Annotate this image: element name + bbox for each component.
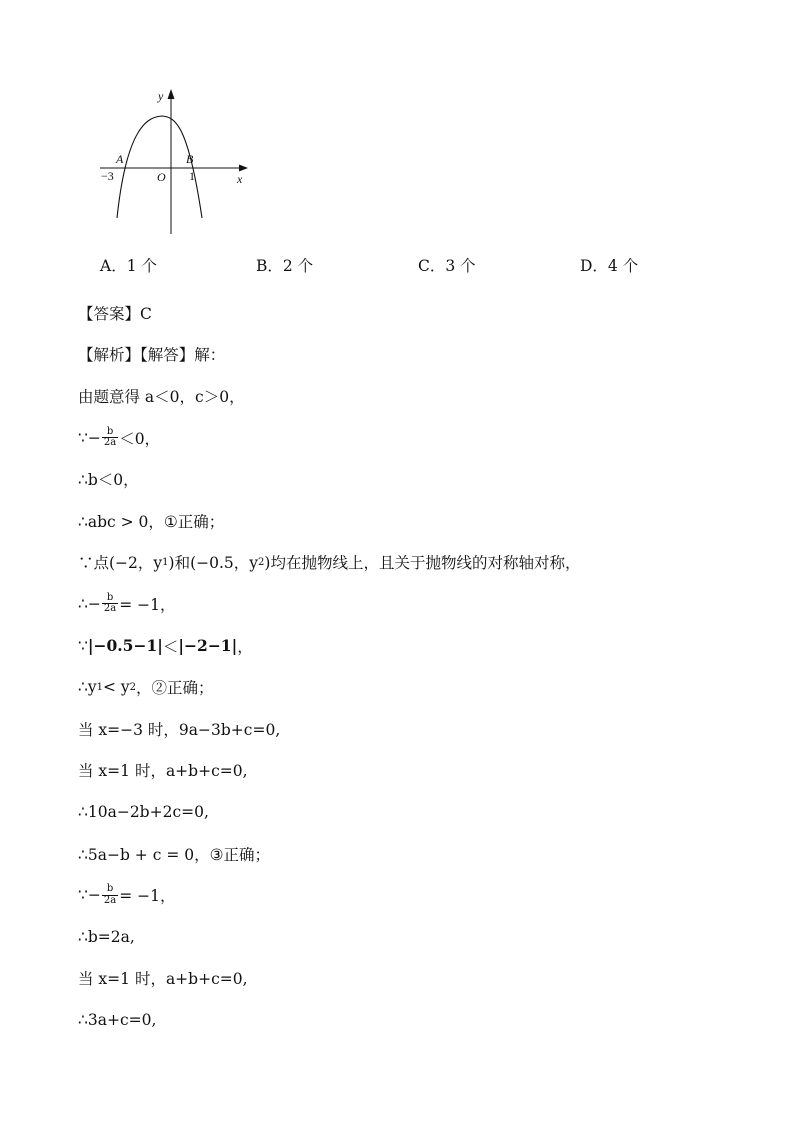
- y-axis-label: y: [158, 89, 164, 103]
- option-a: A．1 个: [100, 257, 157, 275]
- option-d: D．4 个: [580, 257, 639, 275]
- tick-neg3-label: −3: [101, 169, 114, 183]
- point-a-label: A: [116, 152, 124, 166]
- solution-line-5: ∵点(−2，y 1 )和(−0.5，y 2 )均在抛物线上，且关于抛物线的对称轴对称，: [78, 554, 581, 573]
- solution-line-4: ∴abc > 0，①正确；: [78, 512, 225, 531]
- x-axis-label: x: [237, 172, 243, 186]
- answer-line: 【答案】C: [78, 304, 152, 323]
- parabola-graph: [96, 84, 252, 236]
- solution-line-10: 当 x=1 时，a+b+c=0,: [78, 762, 248, 781]
- solution-line-11: ∴10a−2b+2c=0,: [78, 802, 209, 821]
- origin-label: O: [157, 170, 166, 184]
- option-b: B．2 个: [256, 257, 314, 275]
- solution-line-3: ∴b＜0，: [78, 471, 139, 490]
- solution-line-9: 当 x=−3 时，9a−3b+c=0,: [78, 720, 281, 739]
- parabola-figure: [96, 84, 252, 236]
- solution-line-6: ∴− $\frac{b}{2a}$ = −1，: [78, 591, 176, 615]
- solution-line-7: ∵ |−0.5−1| ＜ |−2−1| ，: [78, 636, 253, 656]
- fraction: $\frac{b}{2a}$: [103, 591, 117, 615]
- x-axis-arrow: [239, 165, 248, 172]
- solution-line-13: ∵− $\frac{b}{2a}$ = −1，: [78, 883, 176, 906]
- analysis-heading: 【解析】【解答】解：: [78, 346, 226, 365]
- fraction: $\frac{b}{2a}$: [103, 883, 117, 906]
- tick-1-label: 1: [189, 169, 195, 183]
- fraction: $\frac{b}{2a}$: [103, 425, 117, 449]
- solution-line-1: 由题意得 a＜0，c＞0，: [78, 387, 245, 406]
- solution-line-15: 当 x=1 时，a+b+c=0,: [78, 970, 248, 989]
- parabola-curve: [117, 116, 202, 218]
- solution-line-14: ∴b=2a,: [78, 927, 135, 946]
- option-c: C．3 个: [418, 257, 476, 275]
- y-axis-arrow: [168, 89, 175, 99]
- point-b-label: B: [186, 152, 194, 166]
- solution-line-16: ∴3a+c=0,: [78, 1010, 157, 1029]
- solution-line-12: ∴5a−b + c = 0，③正确；: [78, 845, 270, 864]
- answer-options: [0, 254, 794, 278]
- solution-line-8: ∴y 1 < y 2 ，②正确；: [78, 678, 214, 698]
- solution-body: [78, 292, 758, 1041]
- solution-line-2: ∵− $\frac{b}{2a}$ ＜0，: [78, 425, 161, 449]
